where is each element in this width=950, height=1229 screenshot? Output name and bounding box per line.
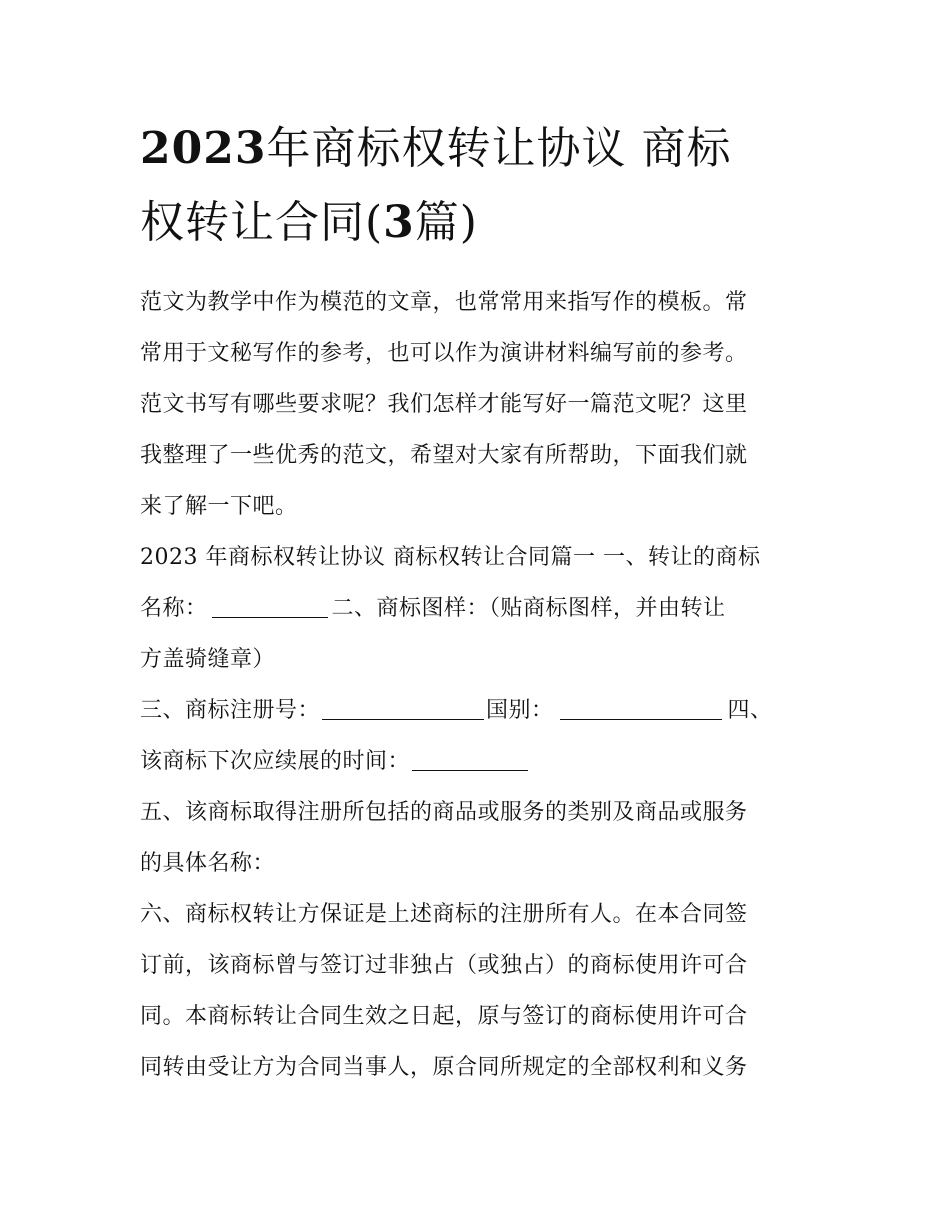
clause-goods-line: 五、该商标取得注册所包括的商品或服务的类别及商品或服务: [140, 800, 748, 825]
clause-heading-line: 2023 年商标权转让协议 商标权转让合同篇一 一、转让的商标: [140, 545, 761, 570]
country-blank: [560, 697, 722, 720]
intro-line: 范文为教学中作为模范的文章，也常常用来指写作的模板。常: [140, 290, 748, 315]
renewal-time-label: 该商标下次应续展的时间：: [140, 749, 411, 774]
document-title: [140, 112, 820, 260]
clause-goods-line: 的具体名称：: [140, 851, 276, 876]
clause-seal-line: 方盖骑缝章）: [140, 647, 276, 672]
country-label: 国别：: [486, 698, 554, 723]
title-line2-end: 篇): [414, 197, 478, 248]
clause-six-line: 同。本商标转让合同生效之日起，原与签订的商标使用许可合: [140, 1004, 748, 1029]
clause-six-line: 同转由受让方为合同当事人，原合同所规定的全部权利和义务: [140, 1055, 748, 1080]
trademark-sample-label: 二、商标图样：（贴商标图样，并由转让: [331, 596, 726, 621]
renewal-time-blank: [412, 748, 528, 771]
intro-line: 范文书写有哪些要求呢？我们怎样才能写好一篇范文呢？这里: [140, 392, 748, 417]
intro-line: 我整理了一些优秀的范文，希望对大家有所帮助，下面我们就: [140, 443, 748, 468]
clause-four-label: 四、: [727, 698, 773, 723]
registration-number-blank: [322, 697, 484, 720]
registration-number-label: 三、商标注册号：: [140, 698, 321, 723]
clause-trademark-name-line: [140, 583, 815, 634]
trademark-name-blank: [212, 595, 328, 618]
title-line1-text: 年商标权转让协议 商标: [266, 123, 732, 174]
intro-line: 常用于文秘写作的参考，也可以作为演讲材料编写前的参考。: [140, 341, 748, 366]
intro-line: 来了解一下吧。: [140, 494, 298, 519]
clause-six-line: 订前，该商标曾与签订过非独占（或独占）的商标使用许可合: [140, 953, 748, 978]
title-year: 2023: [140, 123, 267, 174]
clause-registration-line: [140, 685, 815, 736]
document-body: [140, 277, 815, 1093]
clause-renewal-line: [140, 736, 815, 787]
title-line2-text: 权转让合同(: [140, 197, 384, 248]
clause-six-line: 六、商标权转让方保证是上述商标的注册所有人。在本合同签: [140, 902, 748, 927]
title-count: 3: [383, 197, 415, 248]
trademark-name-label: 名称：: [140, 596, 208, 621]
